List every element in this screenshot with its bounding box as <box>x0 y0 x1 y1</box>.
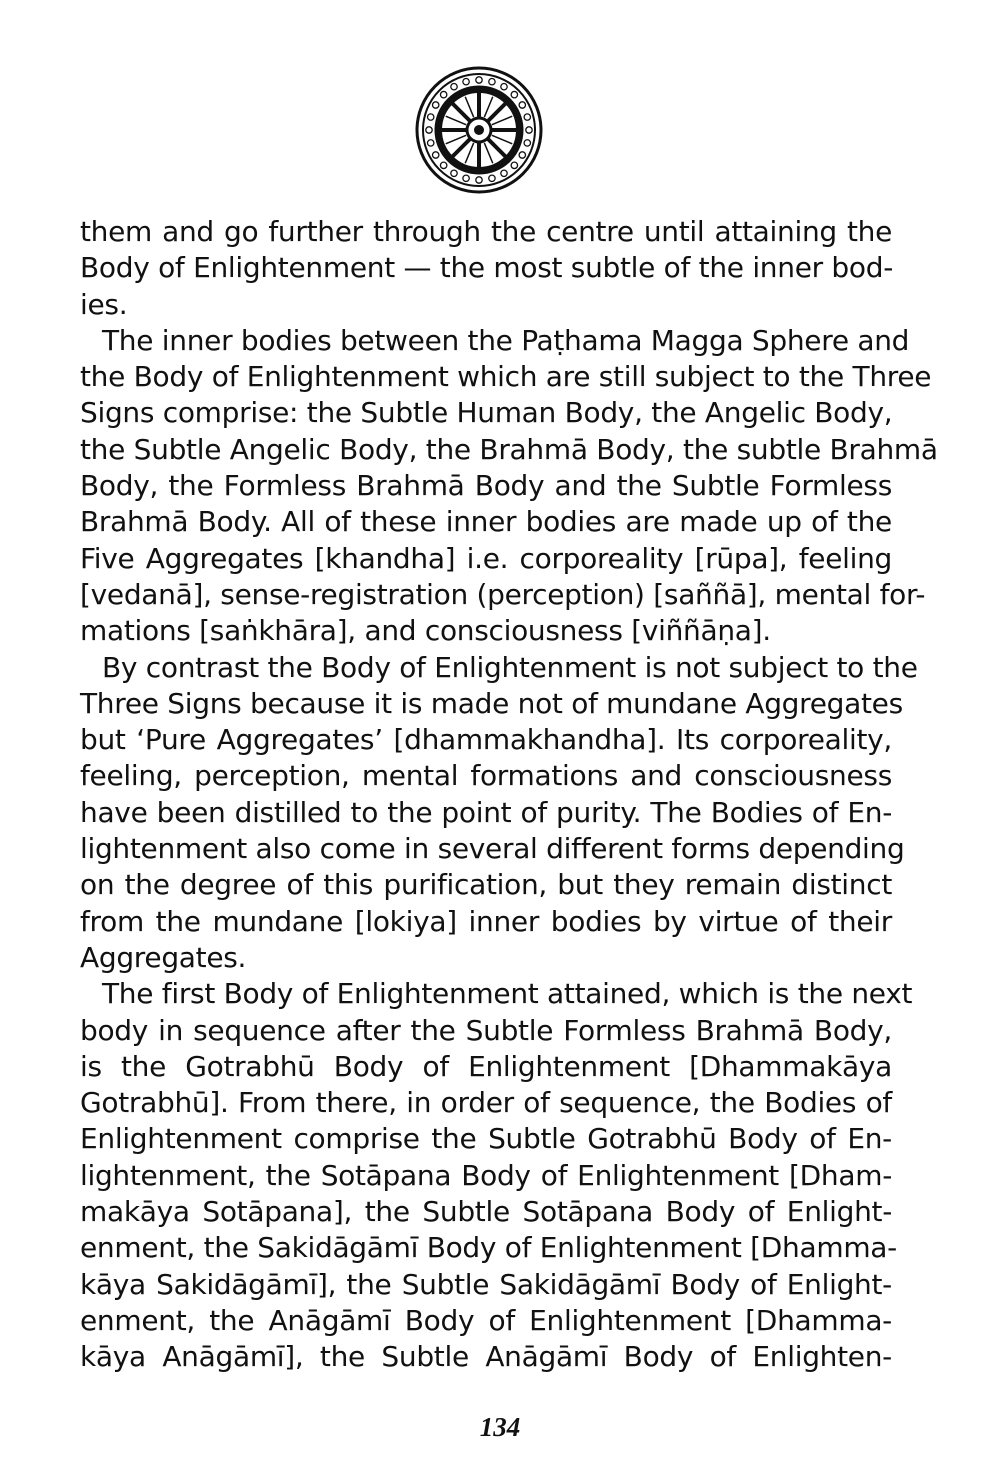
text-line: Five Aggregates [khandha] i.e. corporeality [rūpa], feeling <box>80 541 892 575</box>
text-line: enment, the Anāgāmī Body of Enlightenment [Dhamma- <box>80 1303 892 1337</box>
dharma-wheel-icon <box>415 66 543 194</box>
text-line: Three Signs because it is made not of mundane Aggregates <box>80 686 903 720</box>
body-text <box>80 214 938 1376</box>
text-line: ies. <box>80 287 128 321</box>
text-line: from the mundane [lokiya] inner bodies by virtue of their <box>80 904 892 938</box>
text-line: mations [saṅkhāra], and consciousness [viññāṇa]. <box>80 614 771 648</box>
text-line: Brahmā Body. All of these inner bodies are made up of the <box>80 505 892 539</box>
text-line: By contrast the Body of Enlightenment is not subject to the <box>102 650 918 684</box>
text-line: is the Gotrabhū Body of Enlightenment [Dhammakāya <box>80 1049 892 1083</box>
text-line: kāya Sakidāgāmī], the Subtle Sakidāgāmī Body of Enlight- <box>80 1267 892 1301</box>
text-line: feeling, perception, mental formations and consciousness <box>80 759 892 793</box>
text-line: Body of Enlightenment — the most subtle of the inner bod- <box>80 251 894 285</box>
text-line: them and go further through the centre until attaining the <box>80 215 892 248</box>
text-line: have been distilled to the point of purity. The Bodies of En- <box>80 795 892 829</box>
text-line: The first Body of Enlightenment attained, which is the next <box>102 977 913 1011</box>
text-line: Body, the Formless Brahmā Body and the Subtle Formless <box>80 469 892 503</box>
text-line: lightenment also come in several different forms depending <box>80 832 905 866</box>
text-line: enment, the Sakidāgāmī Body of Enlightenment [Dhamma- <box>80 1231 897 1265</box>
text-line: Gotrabhū]. From there, in order of sequence, the Bodies of <box>80 1086 892 1120</box>
text-line: [vedanā], sense-registration (perception) [saññā], mental for- <box>80 577 926 611</box>
text-line: Signs comprise: the Subtle Human Body, the Angelic Body, <box>80 396 893 430</box>
text-line: the Subtle Angelic Body, the Brahmā Body, the subtle Brahmā <box>80 432 938 466</box>
text-line: Enlightenment comprise the Subtle Gotrabhū Body of En- <box>80 1122 892 1156</box>
text-line: kāya Anāgāmī], the Subtle Anāgāmī Body of Enlighten- <box>80 1340 892 1374</box>
text-line: makāya Sotāpana], the Subtle Sotāpana Body of Enlight- <box>80 1195 892 1229</box>
page-number: 134 <box>479 1412 521 1442</box>
text-line: Aggregates. <box>80 940 247 974</box>
text-line: body in sequence after the Subtle Formless Brahmā Body, <box>80 1013 892 1047</box>
text-line: but ‘Pure Aggregates’ [dhammakhandha]. Its corporeality, <box>80 723 892 757</box>
text-line: The inner bodies between the Paṭhama Magga Sphere and <box>102 323 910 357</box>
text-line: lightenment, the Sotāpana Body of Enlightenment [Dham- <box>80 1158 892 1192</box>
text-line: on the degree of this purification, but they remain distinct <box>80 868 892 902</box>
text-line: the Body of Enlightenment which are still subject to the Three <box>80 360 932 394</box>
